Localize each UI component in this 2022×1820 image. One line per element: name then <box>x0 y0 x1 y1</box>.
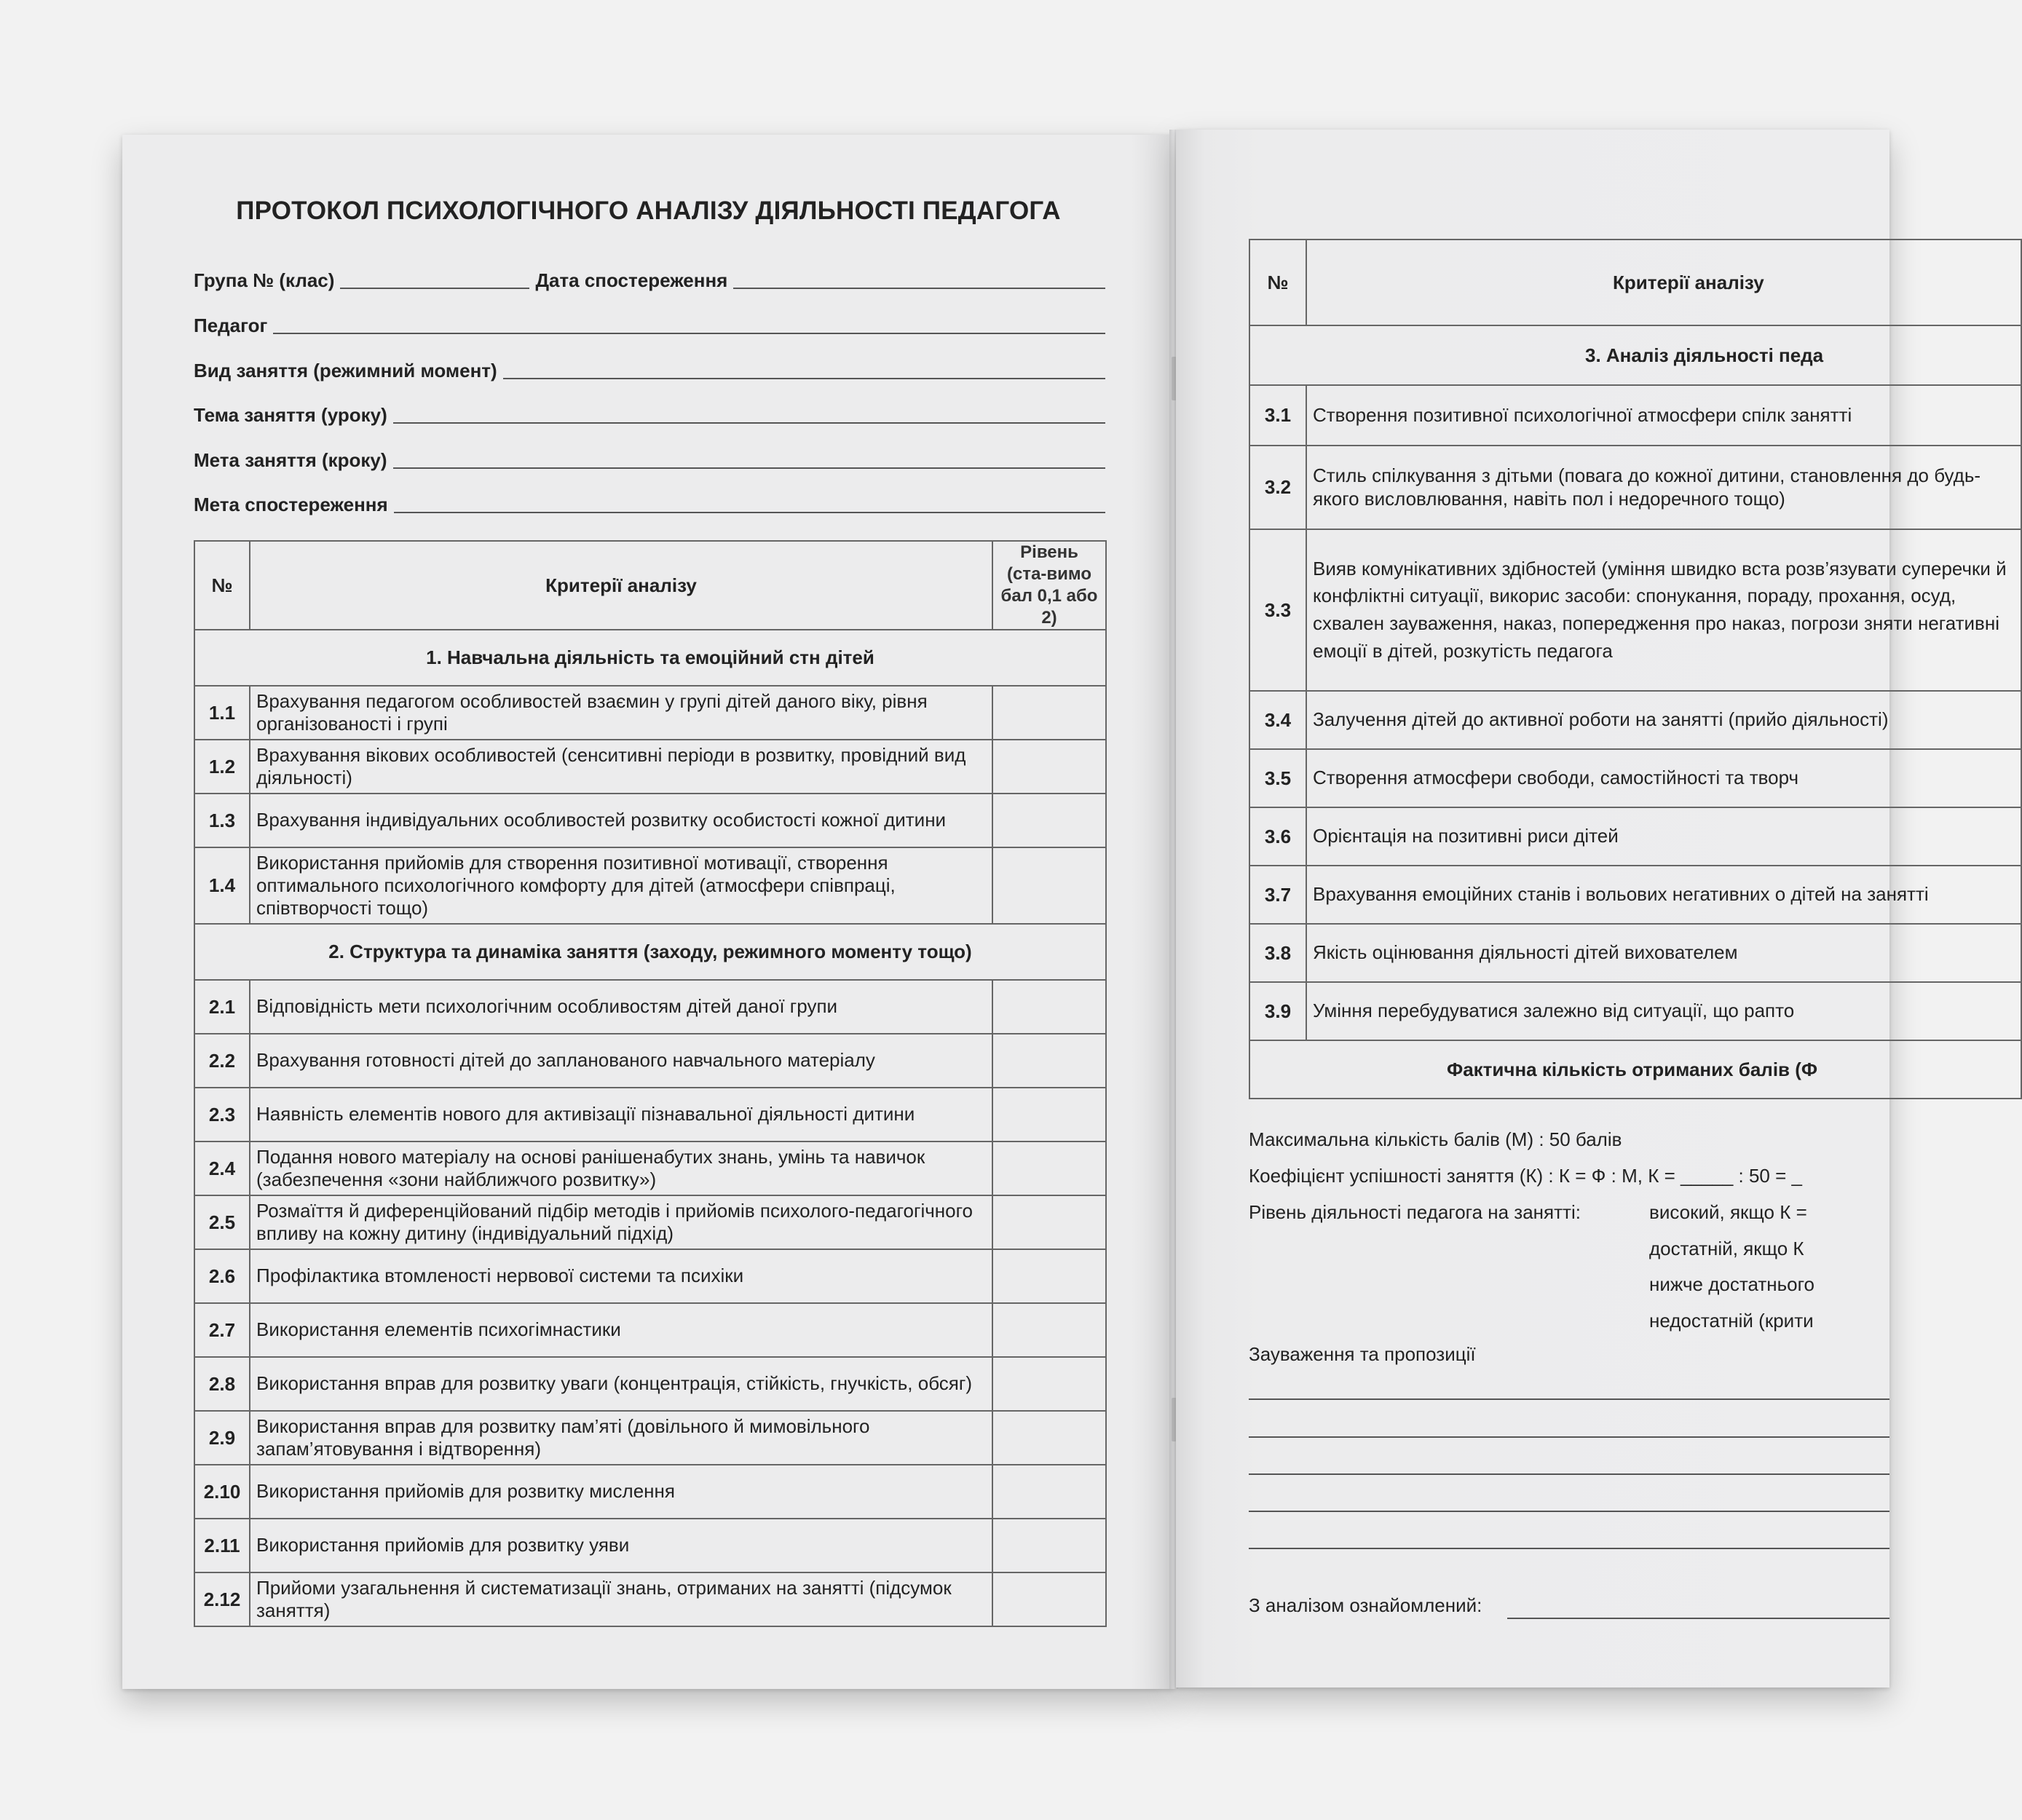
row-num: 2.8 <box>194 1357 250 1411</box>
level-below: нижче достатнього <box>1649 1273 1814 1295</box>
row-criterion: Використання прийомів для розвитку уяви <box>250 1519 992 1572</box>
score-cell[interactable] <box>992 847 1106 924</box>
row-num: 2.5 <box>194 1195 250 1249</box>
table-row <box>194 740 1106 794</box>
date-field[interactable] <box>733 288 1105 289</box>
table-row <box>194 1034 1106 1088</box>
row-criterion: Врахування індивідуальних особливостей розвитку особистості кожної дитини <box>250 794 992 847</box>
header-criteria: Критерії аналізу <box>250 541 992 630</box>
row-criterion: Стиль спілкування з дітьми (повага до кожної дитини, становлення до будь-якого висловлювання, навіть пол і недоречного тощо) <box>1306 446 2021 529</box>
activity-type-field[interactable] <box>503 378 1105 379</box>
row-criterion: Використання вправ для розвитку уваги (концентрація, стійкість, гнучкість, обсяг) <box>250 1357 992 1411</box>
row-criterion: Врахування готовності дітей до запланованого навчального матеріалу <box>250 1034 992 1088</box>
row-num: 3.6 <box>1249 807 1306 866</box>
score-cell[interactable] <box>992 1142 1106 1195</box>
row-criterion: Наявність елементів нового для активізації пізнавальної діяльності дитини <box>250 1088 992 1142</box>
score-cell[interactable] <box>992 1195 1106 1249</box>
row-criterion: Орієнтація на позитивні риси дітей <box>1306 807 2021 866</box>
date-label: Дата спостереження <box>535 269 728 291</box>
row-num: 3.2 <box>1249 446 1306 529</box>
table-header-row <box>194 541 1106 630</box>
max-points-text: Максимальна кількість балів (М) : 50 балів <box>1249 1128 1622 1150</box>
table-header-row <box>1249 240 2021 325</box>
score-cell[interactable] <box>992 1572 1106 1626</box>
row-num: 3.5 <box>1249 749 1306 807</box>
row-criterion: Залучення дітей до активної роботи на занятті (прийо діяльності) <box>1306 691 2021 749</box>
row-criterion: Прийоми узагальнення й систематизації знань, отриманих на занятті (підсумок заняття) <box>250 1572 992 1626</box>
row-criterion: Використання прийомів для розвитку мислення <box>250 1465 992 1519</box>
row-num: 2.9 <box>194 1411 250 1465</box>
header-num: № <box>194 541 250 630</box>
row-criterion: Відповідність мети психологічним особливостям дітей даної групи <box>250 980 992 1034</box>
score-cell[interactable] <box>992 1034 1106 1088</box>
row-num: 3.1 <box>1249 385 1306 446</box>
group-label: Група № (клас) <box>194 269 335 291</box>
row-num: 1.1 <box>194 686 250 740</box>
row-num: 2.12 <box>194 1572 250 1626</box>
criteria-table-left <box>194 540 1107 1627</box>
coefficient-text: Коефіцієнт успішності заняття (К) : К = Ф : М, К = _____ : 50 = _ <box>1249 1165 1802 1187</box>
row-num: 2.1 <box>194 980 250 1034</box>
row-num: 2.7 <box>194 1303 250 1357</box>
row-criterion: Подання нового матеріалу на основі ранішенабутих знань, умінь та навичок (забезпечення «зони найближчого розвитку») <box>250 1142 992 1195</box>
section-row <box>194 924 1106 980</box>
row-num: 3.4 <box>1249 691 1306 749</box>
remarks-line[interactable] <box>1249 1436 1889 1438</box>
remarks-line[interactable] <box>1249 1548 1889 1549</box>
row-criterion: Вияв комунікативних здібностей (уміння швидко вста розв’язувати суперечки й конфліктні ситуації, викорис засоби: спонукання, пораду, прохання, осуд, схвален зауваження, наказ, попередження про наказ, погрози зняти негативні емоції в дітей, розкутість педагога <box>1306 529 2021 691</box>
topic-field[interactable] <box>393 422 1105 424</box>
row-criterion: Уміння перебудуватися залежно від ситуації, що рапто <box>1306 982 2021 1040</box>
observation-goal-label: Мета спостереження <box>194 494 388 515</box>
table-row <box>194 1195 1106 1249</box>
score-cell[interactable] <box>992 686 1106 740</box>
row-criterion: Розмаїття й диференційований підбір методів і прийомів психолого-педагогічного впливу на кожну дитину (індивідуальний підхід) <box>250 1195 992 1249</box>
remarks-label: Зауваження та пропозиції <box>1249 1343 1476 1365</box>
row-num: 1.3 <box>194 794 250 847</box>
left-page <box>122 135 1174 1689</box>
row-num: 2.3 <box>194 1088 250 1142</box>
total-row <box>1249 1040 2021 1099</box>
row-criterion: Врахування вікових особливостей (сенситивні періоди в розвитку, провідний вид діяльності) <box>250 740 992 794</box>
level-label: Рівень діяльності педагога на занятті: <box>1249 1201 1581 1223</box>
row-num: 1.2 <box>194 740 250 794</box>
row-num: 3.3 <box>1249 529 1306 691</box>
section-title-2: 2. Структура та динаміка заняття (заходу, режимного моменту тощо) <box>194 924 1106 980</box>
table-row <box>1249 866 2021 924</box>
table-row <box>194 1303 1106 1357</box>
table-row <box>194 1142 1106 1195</box>
score-cell[interactable] <box>992 740 1106 794</box>
header-num: № <box>1249 240 1306 325</box>
remarks-line[interactable] <box>1249 1398 1889 1400</box>
table-row <box>1249 982 2021 1040</box>
total-label: Фактична кількість отриманих балів (Ф <box>1249 1040 2021 1099</box>
row-criterion: Використання вправ для розвитку пам’яті (довільного й мимовільного запам’ятовування і відтворення) <box>250 1411 992 1465</box>
table-row <box>1249 385 2021 446</box>
table-row <box>194 686 1106 740</box>
lesson-goal-label: Мета заняття (кроку) <box>194 449 387 471</box>
row-criterion: Якість оцінювання діяльності дітей вихователем <box>1306 924 2021 982</box>
table-row <box>194 1357 1106 1411</box>
table-row <box>194 1249 1106 1303</box>
table-row <box>1249 529 2021 691</box>
row-num: 2.6 <box>194 1249 250 1303</box>
row-num: 2.11 <box>194 1519 250 1572</box>
right-page <box>1176 130 2007 1688</box>
row-criterion: Профілактика втомленості нервової системи та психіки <box>250 1249 992 1303</box>
table-row <box>1249 691 2021 749</box>
teacher-label: Педагог <box>194 314 268 336</box>
section-row <box>194 630 1106 686</box>
section-title-3: 3. Аналіз діяльності педа <box>1249 325 2021 385</box>
score-cell[interactable] <box>992 1088 1106 1142</box>
score-cell[interactable] <box>992 1411 1106 1465</box>
score-cell[interactable] <box>992 1519 1106 1572</box>
remarks-line[interactable] <box>1249 1473 1889 1475</box>
row-num: 2.10 <box>194 1465 250 1519</box>
topic-row <box>194 404 1105 427</box>
table-row <box>194 980 1106 1034</box>
score-cell[interactable] <box>992 1357 1106 1411</box>
group-field[interactable] <box>340 288 529 289</box>
observation-goal-row <box>194 494 1105 516</box>
section-row <box>1249 325 2021 385</box>
header-level: Рівень (ста-вимо бал 0,1 або 2) <box>992 541 1106 630</box>
row-criterion: Створення атмосфери свободи, самостійності та творч <box>1306 749 2021 807</box>
group-date-row <box>194 269 1105 292</box>
score-cell[interactable] <box>992 1249 1106 1303</box>
teacher-field[interactable] <box>273 333 1105 334</box>
activity-type-row <box>194 360 1105 382</box>
criteria-table-right <box>1249 239 2022 1099</box>
section-title-1: 1. Навчальна діяльність та емоційний стн дітей <box>194 630 1106 686</box>
score-cell[interactable] <box>992 1303 1106 1357</box>
acquainted-label: З аналізом ознайомлений: <box>1249 1594 1482 1616</box>
row-num: 2.4 <box>194 1142 250 1195</box>
observation-goal-field[interactable] <box>394 512 1105 513</box>
lesson-goal-row <box>194 449 1105 472</box>
row-num: 1.4 <box>194 847 250 924</box>
score-cell[interactable] <box>992 794 1106 847</box>
table-row <box>194 1465 1106 1519</box>
table-row <box>194 847 1106 924</box>
row-criterion: Врахування педагогом особливостей взаємин у групі дітей даного віку, рівня організованості і групі <box>250 686 992 740</box>
level-sufficient: достатній, якщо К <box>1649 1238 1804 1259</box>
table-row <box>194 1088 1106 1142</box>
row-criterion: Використання прийомів для створення позитивної мотивації, створення оптимального психологічного комфорту для дітей (атмосфери співпраці, співтворчості тощо) <box>250 847 992 924</box>
row-num: 3.9 <box>1249 982 1306 1040</box>
lesson-goal-field[interactable] <box>393 467 1105 469</box>
table-row <box>1249 807 2021 866</box>
row-num: 3.8 <box>1249 924 1306 982</box>
score-cell[interactable] <box>992 980 1106 1034</box>
topic-label: Тема заняття (уроку) <box>194 404 387 426</box>
row-num: 2.2 <box>194 1034 250 1088</box>
row-criterion: Врахування емоційних станів і вольових негативних о дітей на занятті <box>1306 866 2021 924</box>
row-criterion: Створення позитивної психологічної атмосфери спілк занятті <box>1306 385 2021 446</box>
header-criteria: Критерії аналізу <box>1306 240 2021 325</box>
table-row <box>1249 924 2021 982</box>
table-row <box>1249 446 2021 529</box>
page-title: ПРОТОКОЛ ПСИХОЛОГІЧНОГО АНАЛІЗУ ДІЯЛЬНОСТІ ПЕДАГОГА <box>236 197 1061 225</box>
table-row <box>194 794 1106 847</box>
row-criterion: Використання елементів психогімнастики <box>250 1303 992 1357</box>
table-row <box>1249 749 2021 807</box>
level-high: високий, якщо К = <box>1649 1201 1807 1223</box>
row-num: 3.7 <box>1249 866 1306 924</box>
level-insufficient: недостатній (крити <box>1649 1310 1814 1332</box>
table-row <box>194 1572 1106 1626</box>
score-cell[interactable] <box>992 1465 1106 1519</box>
teacher-row <box>194 314 1105 337</box>
table-row <box>194 1411 1106 1465</box>
table-row <box>194 1519 1106 1572</box>
remarks-line[interactable] <box>1249 1511 1889 1512</box>
acquainted-signature-line[interactable] <box>1507 1618 1889 1619</box>
activity-type-label: Вид заняття (режимний момент) <box>194 360 497 381</box>
